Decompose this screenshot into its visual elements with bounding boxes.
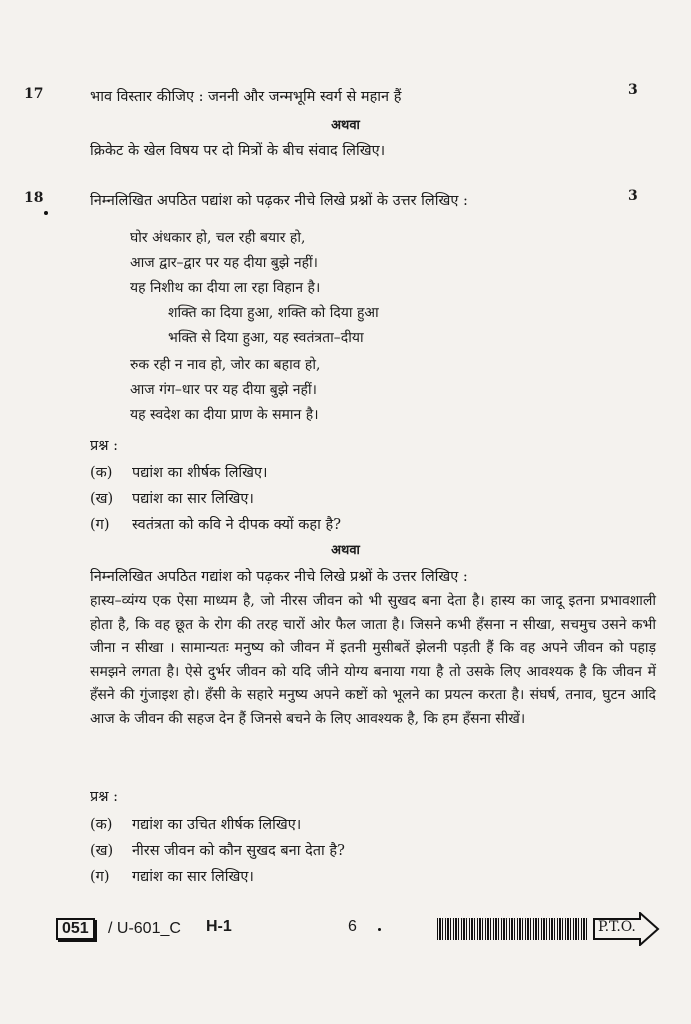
ink-dot — [44, 211, 48, 215]
q17-number: 17 — [24, 86, 44, 102]
question-label: (क) — [90, 465, 113, 481]
question-label: (क) — [90, 817, 113, 833]
questions-label: प्रश्न : — [90, 438, 118, 454]
pto-label: P.T.O. — [598, 919, 636, 935]
subject-code: 051 — [56, 918, 95, 940]
q17-alt-text: क्रिकेट के खेल विषय पर दो मित्रों के बीच संवाद लिखिए। — [90, 143, 386, 159]
poem-line: यह स्वदेश का दीया प्राण के समान है। — [130, 407, 319, 423]
q18-marks: 3 — [628, 188, 638, 204]
q18-number: 18 — [24, 190, 44, 206]
questions-label: प्रश्न : — [90, 789, 118, 805]
question-text: नीरस जीवन को कौन सुखद बना देता है? — [132, 843, 345, 859]
poem-line: यह निशीथ का दीया ला रहा विहान है। — [130, 280, 321, 296]
question-label: (ग) — [90, 517, 110, 533]
set-code: H-1 — [206, 918, 232, 935]
barcode — [437, 918, 587, 940]
poem-line: घोर अंधकार हो, चल रही बयार हो, — [130, 230, 306, 246]
question-label: (ख) — [90, 843, 114, 859]
poem-line: भक्ति से दिया हुआ, यह स्वतंत्रता–दीया — [168, 330, 364, 346]
question-text: स्वतंत्रता को कवि ने दीपक क्यों कहा है? — [132, 517, 341, 533]
prose-passage: हास्य–व्यंग्य एक ऐसा माध्यम है, जो नीरस जीवन को भी सुखद बना देता है। हास्य का जादू इतना प्रभावशाली होता है, कि वह छूत के रोग की तरह चारों ओर फैल जाता है। जिसने कभी हँसना न सीखा, सचमुच उसने कभी जीना न सीखा । सामान्यतः मनुष्य को जीवन में इतनी मुसीबतें झेलनी पड़ती हैं कि वह अपने जीवन को पहाड़ समझने लगता है। ऐसे दुर्भर जीवन को यदि जीने योग्य बनाया गया है तो उसके लिए आवश्यक है कि जीवन में हँसने की गुंजाइश हो। हँसी के सहारे मनुष्य अपने कष्टों को भूलने का प्रयत्न करता है। संघर्ष, तनाव, घुटन आदि आज के जीवन की सहज देन हैं जिनसे बचने के लिए आवश्यक है, कि हम हँसना सीखें। — [90, 593, 656, 727]
question-text: पद्यांश का सार लिखिए। — [132, 491, 254, 507]
q17-marks: 3 — [628, 82, 638, 98]
poem-line: रुक रही न नाव हो, जोर का बहाव हो, — [130, 357, 321, 373]
question-text: पद्यांश का शीर्षक लिखिए। — [132, 465, 268, 481]
q18-alt-text: निम्नलिखित अपठित गद्यांश को पढ़कर नीचे लिखे प्रश्नों के उत्तर लिखिए : — [90, 569, 468, 585]
q18-or: अथवा — [331, 543, 360, 558]
question-label: (ख) — [90, 491, 114, 507]
poem-line: आज गंग–धार पर यह दीया बुझे नहीं। — [130, 382, 317, 398]
question-text: गद्यांश का सार लिखिए। — [132, 869, 254, 885]
question-label: (ग) — [90, 869, 110, 885]
ink-dot — [378, 928, 381, 931]
paper-code: / U-601_C — [108, 920, 181, 937]
q17-or: अथवा — [331, 118, 360, 133]
poem-line: आज द्वार–द्वार पर यह दीया बुझे नहीं। — [130, 255, 318, 271]
question-text: गद्यांश का उचित शीर्षक लिखिए। — [132, 817, 302, 833]
page-number: 6 — [348, 918, 357, 935]
q18-text: निम्नलिखित अपठित पद्यांश को पढ़कर नीचे लिखे प्रश्नों के उत्तर लिखिए : — [90, 193, 468, 209]
poem-line: शक्ति का दिया हुआ, शक्ति को दिया हुआ — [168, 305, 379, 321]
q17-text: भाव विस्तार कीजिए : जननी और जन्मभूमि स्वर्ग से महान हैं — [90, 89, 402, 105]
